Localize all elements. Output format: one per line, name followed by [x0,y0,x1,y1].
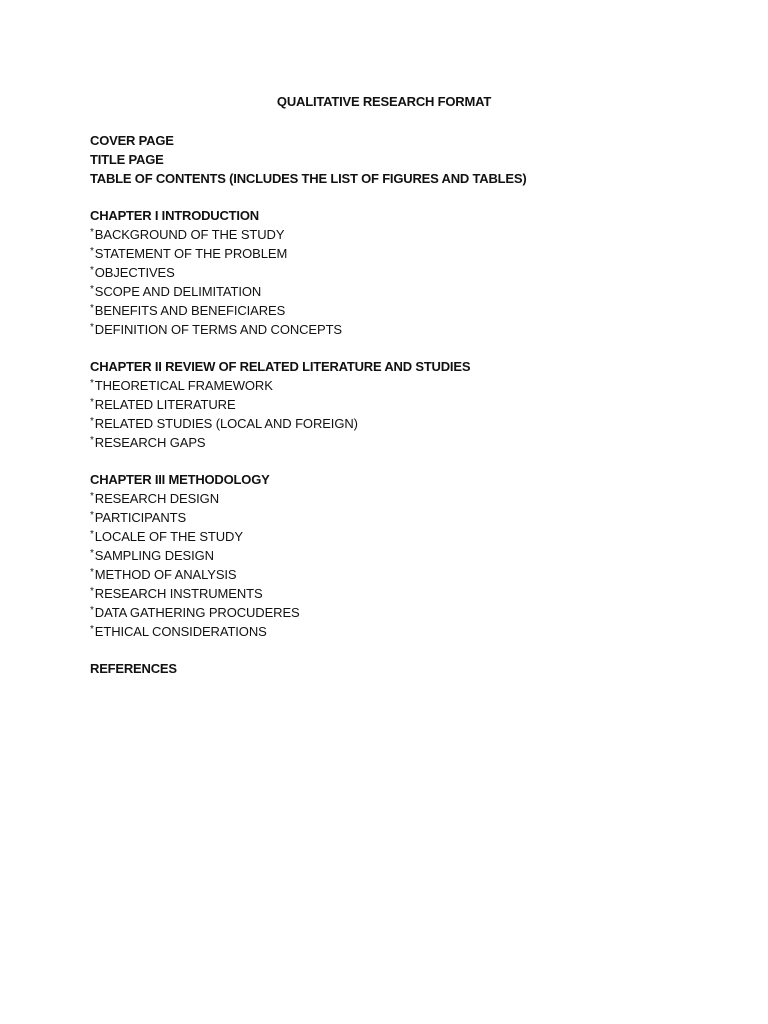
chapter-3-item [90,622,710,641]
bullet-marker: * [90,529,94,540]
item-label: LOCALE OF THE STUDY [94,529,243,544]
chapter-2-item [90,414,710,433]
chapter-2-heading: CHAPTER II REVIEW OF RELATED LITERATURE AND STUDIES [90,359,471,374]
bullet-marker: * [90,435,94,446]
chapter-3-item [90,584,710,603]
chapter-2-item [90,376,710,395]
page-title: QUALITATIVE RESEARCH FORMAT [276,94,492,109]
bullet-marker: * [90,284,94,295]
chapter-1-item [90,320,710,339]
item-label: RESEARCH GAPS [94,435,206,450]
item-label: METHOD OF ANALYSIS [94,567,237,582]
chapter-3-item [90,565,710,584]
bullet-marker: * [90,605,94,616]
item-label: DEFINITION OF TERMS AND CONCEPTS [94,322,342,337]
chapter-1-item [90,282,710,301]
bullet-marker: * [90,303,94,314]
item-label: BACKGROUND OF THE STUDY [94,227,285,242]
item-label: RELATED LITERATURE [94,397,236,412]
bullet-marker: * [90,246,94,257]
item-label: OBJECTIVES [94,265,175,280]
references-heading: REFERENCES [90,661,177,676]
chapter-2-item [90,395,710,414]
item-label: RELATED STUDIES (LOCAL AND FOREIGN) [94,416,358,431]
item-label: PARTICIPANTS [94,510,187,525]
front-matter-table-of-contents: TABLE OF CONTENTS (INCLUDES THE LIST OF FIGURES AND TABLES) [90,171,527,186]
item-label: SCOPE AND DELIMITATION [94,284,262,299]
bullet-marker: * [90,510,94,521]
chapter-1-heading: CHAPTER I INTRODUCTION [90,208,259,223]
chapter-3-item [90,527,710,546]
chapter-3-item [90,489,710,508]
item-label: THEORETICAL FRAMEWORK [94,378,273,393]
chapter-1-item [90,263,710,282]
bullet-marker: * [90,416,94,427]
chapter-3-item [90,546,710,565]
bullet-marker: * [90,624,94,635]
bullet-marker: * [90,322,94,333]
bullet-marker: * [90,548,94,559]
front-matter-cover-page: COVER PAGE [90,133,174,148]
item-label: BENEFITS AND BENEFICIARES [94,303,286,318]
front-matter-title-page: TITLE PAGE [90,152,164,167]
bullet-marker: * [90,378,94,389]
bullet-marker: * [90,567,94,578]
chapter-3-heading: CHAPTER III METHODOLOGY [90,472,270,487]
item-label: SAMPLING DESIGN [94,548,214,563]
bullet-marker: * [90,397,94,408]
document-body [90,131,710,678]
chapter-1-item [90,225,710,244]
bullet-marker: * [90,227,94,238]
item-label: RESEARCH INSTRUMENTS [94,586,263,601]
chapter-3-item [90,603,710,622]
bullet-marker: * [90,586,94,597]
chapter-1-item [90,301,710,320]
chapter-1-item [90,244,710,263]
chapter-2-item [90,433,710,452]
item-label: STATEMENT OF THE PROBLEM [94,246,288,261]
bullet-marker: * [90,491,94,502]
item-label: RESEARCH DESIGN [94,491,219,506]
bullet-marker: * [90,265,94,276]
item-label: ETHICAL CONSIDERATIONS [94,624,267,639]
chapter-3-item [90,508,710,527]
item-label: DATA GATHERING PROCUDERES [94,605,300,620]
